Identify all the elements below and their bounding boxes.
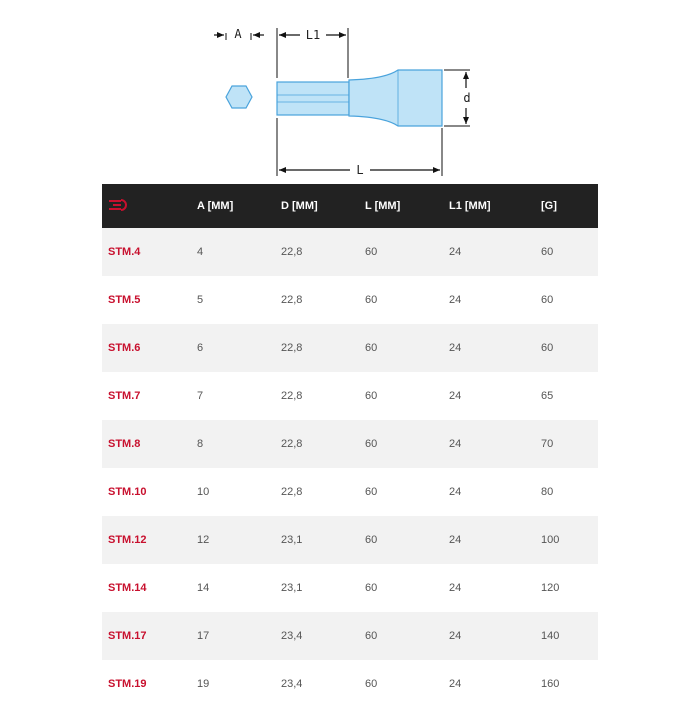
table-row: [102, 468, 598, 516]
l-cell: 60: [365, 534, 378, 546]
l1-cell: 24: [449, 390, 462, 402]
l1-cell: 24: [449, 678, 462, 690]
l-cell: 60: [365, 438, 378, 450]
d-cell: 22,8: [281, 294, 303, 306]
l-cell: 60: [365, 294, 378, 306]
l-cell: 60: [365, 246, 378, 258]
a-cell: 5: [197, 294, 204, 306]
a-cell: 12: [197, 534, 210, 546]
table-row: [102, 660, 598, 708]
d-cell: 22,8: [281, 486, 303, 498]
table-body: [102, 228, 598, 708]
weight-cell: 65: [541, 390, 554, 402]
reference-cell: STM.5: [108, 294, 141, 306]
a-cell: 7: [197, 390, 204, 402]
brand-header-cell: [102, 184, 189, 228]
socket-side-view: [277, 70, 442, 126]
socket-drawing: [0, 0, 700, 185]
dimension-a: [214, 27, 264, 41]
a-cell: 19: [197, 678, 210, 690]
weight-cell: 160: [541, 678, 560, 690]
column-header-weight: [G]: [541, 200, 557, 212]
a-cell: 14: [197, 582, 210, 594]
weight-cell: 60: [541, 294, 554, 306]
l-cell: 60: [365, 342, 378, 354]
l1-cell: 24: [449, 630, 462, 642]
dimension-d: [444, 70, 471, 126]
table-row: [102, 612, 598, 660]
reference-cell: STM.10: [108, 486, 147, 498]
table-row: [102, 420, 598, 468]
weight-cell: 60: [541, 342, 554, 354]
l-cell: 60: [365, 486, 378, 498]
reference-cell: STM.14: [108, 582, 147, 594]
table-row: [102, 516, 598, 564]
a-cell: 8: [197, 438, 204, 450]
l1-cell: 24: [449, 438, 462, 450]
reference-cell: STM.4: [108, 246, 141, 258]
weight-cell: 120: [541, 582, 560, 594]
l1-cell: 24: [449, 534, 462, 546]
reference-cell: STM.19: [108, 678, 147, 690]
column-header-d: D [MM]: [281, 200, 318, 212]
facom-logo-icon: [108, 198, 134, 212]
a-cell: 17: [197, 630, 210, 642]
dimension-diagram: [0, 0, 700, 185]
weight-cell: 60: [541, 246, 554, 258]
l1-cell: 24: [449, 486, 462, 498]
reference-cell: STM.6: [108, 342, 141, 354]
l-cell: 60: [365, 630, 378, 642]
l-cell: 60: [365, 390, 378, 402]
weight-cell: 70: [541, 438, 554, 450]
a-cell: 10: [197, 486, 210, 498]
a-cell: 4: [197, 246, 204, 258]
d-cell: 22,8: [281, 246, 303, 258]
l1-cell: 24: [449, 294, 462, 306]
reference-cell: STM.7: [108, 390, 141, 402]
reference-cell: STM.8: [108, 438, 141, 450]
dimension-l: [277, 118, 442, 177]
weight-cell: 80: [541, 486, 554, 498]
d-cell: 23,4: [281, 630, 303, 642]
label-l1: L1: [305, 28, 321, 42]
column-header-l1: L1 [MM]: [449, 200, 491, 212]
l-cell: 60: [365, 582, 378, 594]
label-l: L: [356, 163, 364, 177]
table-row: [102, 228, 598, 276]
weight-cell: 100: [541, 534, 560, 546]
l1-cell: 24: [449, 582, 462, 594]
table-row: [102, 324, 598, 372]
table-row: [102, 564, 598, 612]
label-d: d: [463, 91, 471, 105]
label-a: A: [234, 27, 242, 41]
d-cell: 22,8: [281, 390, 303, 402]
a-cell: 6: [197, 342, 204, 354]
column-header-l: L [MM]: [365, 200, 401, 212]
d-cell: 23,1: [281, 534, 303, 546]
reference-cell: STM.17: [108, 630, 147, 642]
d-cell: 22,8: [281, 342, 303, 354]
table-row: [102, 372, 598, 420]
d-cell: 23,1: [281, 582, 303, 594]
dimension-l1: [277, 28, 348, 78]
specification-table: [102, 184, 598, 708]
l1-cell: 24: [449, 342, 462, 354]
d-cell: 23,4: [281, 678, 303, 690]
d-cell: 22,8: [281, 438, 303, 450]
table-row: [102, 276, 598, 324]
column-header-a: A [MM]: [197, 200, 234, 212]
weight-cell: 140: [541, 630, 560, 642]
reference-cell: STM.12: [108, 534, 147, 546]
l1-cell: 24: [449, 246, 462, 258]
hex-profile-shape: [226, 86, 252, 108]
l-cell: 60: [365, 678, 378, 690]
table-header: [102, 184, 598, 228]
